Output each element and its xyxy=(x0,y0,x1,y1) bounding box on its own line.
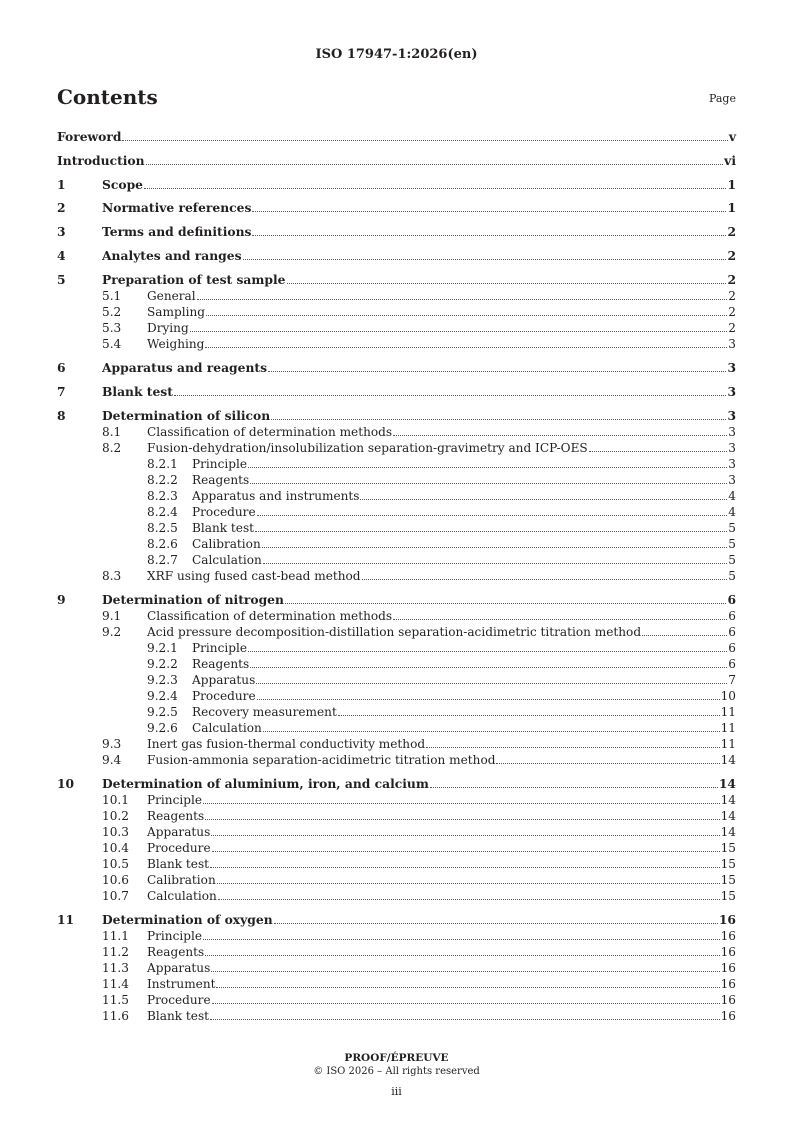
toc-entry[interactable] xyxy=(0,792,793,808)
toc-entry-title: Reagents xyxy=(147,809,205,823)
dot-leader xyxy=(338,704,720,716)
toc-entry[interactable] xyxy=(0,752,793,768)
toc-entry-number: 8.2 xyxy=(102,441,122,455)
toc-entry-title: Calibration xyxy=(192,537,261,551)
toc-entry-title: Determination of oxygen xyxy=(102,912,273,927)
dot-leader xyxy=(174,384,727,396)
toc-entry[interactable] xyxy=(0,976,793,992)
dot-leader xyxy=(212,992,720,1004)
toc-entry[interactable] xyxy=(0,536,793,552)
toc-entry[interactable] xyxy=(0,872,793,888)
toc-entry-number: 10.7 xyxy=(102,889,129,903)
toc-entry-title: Apparatus and instruments xyxy=(192,489,360,503)
toc-entry-page: vi xyxy=(724,153,736,168)
dot-leader xyxy=(203,928,720,940)
toc-entry[interactable] xyxy=(0,736,793,752)
toc-entry-number: 8.2.7 xyxy=(147,553,178,567)
toc-entry-number: 1 xyxy=(57,177,66,192)
toc-entry-number: 8.1 xyxy=(102,425,122,439)
toc-entry-number: 9.2.1 xyxy=(147,641,178,655)
toc-entry[interactable] xyxy=(0,129,793,145)
page-column-label: Page xyxy=(708,92,736,105)
toc-entry-page: 4 xyxy=(728,489,736,503)
toc-entry[interactable] xyxy=(0,456,793,472)
page-number: iii xyxy=(391,1085,402,1098)
toc-entry-number: 11.2 xyxy=(102,945,129,959)
toc-entry-number: 3 xyxy=(57,224,66,239)
toc-entry-page: 16 xyxy=(718,912,736,927)
toc-entry-title: Principle xyxy=(192,641,247,655)
toc-entry[interactable] xyxy=(0,248,793,264)
toc-entry-number: 8.3 xyxy=(102,569,122,583)
toc-entry-title: Determination of aluminium, iron, and calcium xyxy=(102,776,429,791)
toc-entry[interactable] xyxy=(0,304,793,320)
dot-leader xyxy=(218,888,720,900)
toc-entry[interactable] xyxy=(0,912,793,928)
dot-leader xyxy=(212,840,720,852)
toc-entry-number: 8.2.3 xyxy=(147,489,178,503)
toc-entry-title: Reagents xyxy=(192,657,250,671)
toc-entry-number: 8.2.4 xyxy=(147,505,178,519)
toc-entry-title: Procedure xyxy=(147,841,211,855)
dot-leader xyxy=(217,872,720,884)
dot-leader xyxy=(360,488,727,500)
toc-entry-title: Acid pressure decomposition-distillation separation-acidimetric titration method xyxy=(147,625,642,639)
toc-entry-page: 16 xyxy=(720,961,736,975)
toc-entry-title: Analytes and ranges xyxy=(102,248,242,263)
toc-entry-page: 16 xyxy=(720,993,736,1007)
toc-entry-title: Sampling xyxy=(147,305,205,319)
dot-leader xyxy=(211,960,719,972)
toc-entry-page: 14 xyxy=(720,809,736,823)
toc-entry-page: 6 xyxy=(728,625,736,639)
toc-entry-title: Classification of determination methods xyxy=(147,425,393,439)
dot-leader xyxy=(257,688,720,700)
toc-entry-title: Blank test xyxy=(147,1009,210,1023)
toc-entry-page: 5 xyxy=(728,553,736,567)
toc-entry[interactable] xyxy=(0,928,793,944)
dot-leader xyxy=(210,856,720,868)
toc-entry-page: 15 xyxy=(720,841,736,855)
toc-entry-page: 16 xyxy=(720,1009,736,1023)
dot-leader xyxy=(250,472,727,484)
toc-entry[interactable] xyxy=(0,440,793,456)
toc-entry-title: Calibration xyxy=(147,873,216,887)
toc-entry-page: 1 xyxy=(727,200,736,215)
toc-entry-title: Apparatus xyxy=(147,825,211,839)
toc-entry-number: 9.2 xyxy=(102,625,122,639)
toc-entry[interactable] xyxy=(0,504,793,520)
document-id: ISO 17947-1:2026(en) xyxy=(315,47,478,62)
toc-entry-page: 10 xyxy=(720,689,736,703)
dot-leader xyxy=(430,776,718,788)
dot-leader xyxy=(287,272,727,284)
toc-entry-page: 16 xyxy=(720,945,736,959)
toc-entry-title: Inert gas fusion-thermal conductivity method xyxy=(147,737,426,751)
toc-entry-number: 5.4 xyxy=(102,337,122,351)
toc-entry-page: 6 xyxy=(728,609,736,623)
dot-leader xyxy=(393,424,727,436)
toc-entry[interactable] xyxy=(0,424,793,440)
toc-entry-page: 14 xyxy=(720,793,736,807)
dot-leader xyxy=(271,408,726,420)
toc-entry[interactable] xyxy=(0,568,793,584)
toc-entry-number: 4 xyxy=(57,248,66,263)
toc-entry[interactable] xyxy=(0,824,793,840)
toc-entry[interactable] xyxy=(0,408,793,424)
toc-entry-page: 3 xyxy=(728,425,736,439)
toc-entry-page: 11 xyxy=(720,737,736,751)
toc-entry-title: Drying xyxy=(147,321,189,335)
toc-entry-number: 9 xyxy=(57,592,66,607)
toc-entry-page: 3 xyxy=(728,457,736,471)
toc-entry-number: 9.2.6 xyxy=(147,721,178,735)
dot-leader xyxy=(642,624,727,636)
toc-entry-title: Determination of nitrogen xyxy=(102,592,284,607)
dot-leader xyxy=(362,568,728,580)
toc-entry[interactable] xyxy=(0,960,793,976)
toc-entry-title: Reagents xyxy=(192,473,250,487)
toc-entry-title: Apparatus and reagents xyxy=(102,360,267,375)
toc-entry[interactable] xyxy=(0,944,793,960)
toc-entry-number: 10 xyxy=(57,776,75,791)
dot-leader xyxy=(252,200,726,212)
dot-leader xyxy=(243,248,727,260)
toc-entry-page: 5 xyxy=(728,537,736,551)
dot-leader xyxy=(248,456,727,468)
dot-leader xyxy=(206,304,727,316)
toc-entry-page: 11 xyxy=(720,721,736,735)
toc-entry-page: 6 xyxy=(727,592,736,607)
toc-entry-title: Fusion-ammonia separation-acidimetric titration method xyxy=(147,753,496,767)
toc-entry-page: 15 xyxy=(720,857,736,871)
toc-entry-page: 2 xyxy=(727,272,736,287)
toc-entry-title: Principle xyxy=(192,457,247,471)
toc-entry[interactable] xyxy=(0,992,793,1008)
dot-leader xyxy=(252,224,726,236)
toc-entry-page: 3 xyxy=(728,441,736,455)
dot-leader xyxy=(197,288,728,300)
toc-entry-number: 11.3 xyxy=(102,961,129,975)
toc-entry[interactable] xyxy=(0,608,793,624)
toc-entry[interactable] xyxy=(0,1008,793,1024)
toc-entry-page: 15 xyxy=(720,873,736,887)
toc-entry-title: Foreword xyxy=(57,129,122,144)
toc-entry[interactable] xyxy=(0,272,793,288)
toc-entry-title: Apparatus xyxy=(192,673,256,687)
toc-entry[interactable] xyxy=(0,592,793,608)
toc-entry-page: 6 xyxy=(728,641,736,655)
toc-entry-number: 9.1 xyxy=(102,609,122,623)
toc-entry[interactable] xyxy=(0,640,793,656)
toc-entry-title: Apparatus xyxy=(147,961,211,975)
dot-leader xyxy=(248,640,727,652)
toc-entry-page: 3 xyxy=(727,408,736,423)
dot-leader xyxy=(122,129,727,141)
dot-leader xyxy=(263,720,720,732)
toc-entry-page: 4 xyxy=(728,505,736,519)
toc-entry-title: Calculation xyxy=(192,553,262,567)
toc-entry[interactable] xyxy=(0,384,793,400)
toc-entry[interactable] xyxy=(0,153,793,169)
dot-leader xyxy=(210,1008,720,1020)
toc-entry-number: 7 xyxy=(57,384,66,399)
toc-entry-page: 2 xyxy=(728,289,736,303)
toc-entry-number: 8.2.5 xyxy=(147,521,178,535)
toc-entry-page: 5 xyxy=(728,569,736,583)
toc-entry[interactable] xyxy=(0,888,793,904)
dot-leader xyxy=(426,736,720,748)
toc-entry-page: 14 xyxy=(720,753,736,767)
dot-leader xyxy=(393,608,727,620)
toc-entry[interactable] xyxy=(0,656,793,672)
dot-leader xyxy=(285,592,726,604)
toc-entry-page: 3 xyxy=(727,360,736,375)
toc-entry[interactable] xyxy=(0,336,793,352)
toc-entry-title: Weighing xyxy=(147,337,205,351)
toc-entry-number: 8 xyxy=(57,408,66,423)
toc-entry-title: Calculation xyxy=(192,721,262,735)
toc-entry-title: Instrument xyxy=(147,977,216,991)
toc-entry-number: 11.4 xyxy=(102,977,129,991)
toc-entry[interactable] xyxy=(0,808,793,824)
toc-entry[interactable] xyxy=(0,672,793,688)
toc-entry-title: Blank test xyxy=(147,857,210,871)
toc-entry-number: 6 xyxy=(57,360,66,375)
dot-leader xyxy=(205,944,719,956)
dot-leader xyxy=(190,320,728,332)
dot-leader xyxy=(257,504,728,516)
toc-entry-number: 10.2 xyxy=(102,809,129,823)
toc-entry[interactable] xyxy=(0,200,793,216)
toc-entry-number: 10.1 xyxy=(102,793,129,807)
toc-entry[interactable] xyxy=(0,224,793,240)
toc-entry[interactable] xyxy=(0,177,793,193)
copyright-notice: © ISO 2026 – All rights reserved xyxy=(313,1066,480,1077)
dot-leader xyxy=(216,976,719,988)
toc-entry-number: 11.6 xyxy=(102,1009,129,1023)
toc-entry-title: Procedure xyxy=(192,689,256,703)
toc-entry-number: 8.2.2 xyxy=(147,473,178,487)
toc-entry-title: Procedure xyxy=(192,505,256,519)
toc-entry-number: 9.2.3 xyxy=(147,673,178,687)
toc-entry-page: 2 xyxy=(728,305,736,319)
toc-entry-page: 2 xyxy=(728,321,736,335)
toc-entry[interactable] xyxy=(0,688,793,704)
toc-entry[interactable] xyxy=(0,704,793,720)
toc-entry-title: Determination of silicon xyxy=(102,408,271,423)
toc-entry-number: 11.1 xyxy=(102,929,129,943)
dot-leader xyxy=(205,808,719,820)
toc-entry-page: 2 xyxy=(727,224,736,239)
toc-entry-number: 10.5 xyxy=(102,857,129,871)
dot-leader xyxy=(144,177,726,189)
toc-entry-page: 3 xyxy=(727,384,736,399)
toc-entry-title: Fusion-dehydration/insolubilization separation-gravimetry and ICP-OES xyxy=(147,441,588,455)
toc-entry[interactable] xyxy=(0,840,793,856)
toc-entry-number: 10.6 xyxy=(102,873,129,887)
toc-entry-page: 14 xyxy=(718,776,736,791)
toc-entry-title: Preparation of test sample xyxy=(102,272,286,287)
toc-entry-title: Introduction xyxy=(57,153,145,168)
toc-entry-page: 7 xyxy=(728,673,736,687)
dot-leader xyxy=(255,520,727,532)
toc-entry[interactable] xyxy=(0,288,793,304)
toc-entry-number: 2 xyxy=(57,200,66,215)
toc-entry[interactable] xyxy=(0,776,793,792)
toc-entry[interactable] xyxy=(0,472,793,488)
toc-entry-page: 3 xyxy=(728,337,736,351)
toc-entry[interactable] xyxy=(0,552,793,568)
toc-entry-page: 6 xyxy=(728,657,736,671)
toc-entry-title: Principle xyxy=(147,929,202,943)
toc-entry-number: 9.4 xyxy=(102,753,122,767)
toc-entry-title: Reagents xyxy=(147,945,205,959)
toc-entry-number: 9.2.5 xyxy=(147,705,178,719)
toc-entry-number: 11 xyxy=(57,912,75,927)
dot-leader xyxy=(268,360,726,372)
toc-entry-number: 10.4 xyxy=(102,841,129,855)
dot-leader xyxy=(211,824,719,836)
toc-entry[interactable] xyxy=(0,360,793,376)
dot-leader xyxy=(203,792,720,804)
toc-entry-page: 16 xyxy=(720,929,736,943)
toc-entry-title: General xyxy=(147,289,196,303)
toc-entry-number: 10.3 xyxy=(102,825,129,839)
toc-entry-page: 11 xyxy=(720,705,736,719)
dot-leader xyxy=(496,752,719,764)
dot-leader xyxy=(274,912,718,924)
toc-entry-title: Terms and definitions xyxy=(102,224,252,239)
toc-entry-page: 16 xyxy=(720,977,736,991)
toc-entry[interactable] xyxy=(0,720,793,736)
proof-label: PROOF/ÉPREUVE xyxy=(344,1052,449,1064)
toc-entry-number: 5.2 xyxy=(102,305,122,319)
toc-entry-title: Calculation xyxy=(147,889,217,903)
toc-entry-page: 2 xyxy=(727,248,736,263)
toc-entry-page: 14 xyxy=(720,825,736,839)
toc-entry-number: 5 xyxy=(57,272,66,287)
toc-entry-number: 5.3 xyxy=(102,321,122,335)
toc-entry-page: 5 xyxy=(728,521,736,535)
toc-entry-number: 9.3 xyxy=(102,737,122,751)
toc-entry-number: 8.2.1 xyxy=(147,457,178,471)
toc-entry-page: 15 xyxy=(720,889,736,903)
toc-entry[interactable] xyxy=(0,520,793,536)
dot-leader xyxy=(262,536,728,548)
dot-leader xyxy=(263,552,728,564)
dot-leader xyxy=(146,153,724,165)
toc-entry-number: 11.5 xyxy=(102,993,129,1007)
dot-leader xyxy=(589,440,728,452)
toc-entry-title: Blank test xyxy=(192,521,255,535)
toc-entry-page: 3 xyxy=(728,473,736,487)
dot-leader xyxy=(205,336,727,348)
dot-leader xyxy=(256,672,727,684)
toc-entry[interactable] xyxy=(0,320,793,336)
toc-entry-title: Scope xyxy=(102,177,143,192)
toc-entry[interactable] xyxy=(0,856,793,872)
toc-entry[interactable] xyxy=(0,624,793,640)
contents-heading: Contents xyxy=(57,85,158,109)
toc-entry-title: XRF using fused cast-bead method xyxy=(147,569,361,583)
toc-entry-title: Recovery measurement xyxy=(192,705,337,719)
toc-entry-number: 9.2.2 xyxy=(147,657,178,671)
toc-entry-title: Classification of determination methods xyxy=(147,609,393,623)
dot-leader xyxy=(250,656,727,668)
toc-entry-number: 9.2.4 xyxy=(147,689,178,703)
toc-entry-number: 8.2.6 xyxy=(147,537,178,551)
toc-entry-number: 5.1 xyxy=(102,289,122,303)
toc-entry-title: Blank test xyxy=(102,384,173,399)
toc-entry-title: Principle xyxy=(147,793,202,807)
toc-entry-title: Procedure xyxy=(147,993,211,1007)
toc-entry-page: v xyxy=(728,129,736,144)
toc-entry-page: 1 xyxy=(727,177,736,192)
toc-entry-title: Normative references xyxy=(102,200,252,215)
toc-entry[interactable] xyxy=(0,488,793,504)
